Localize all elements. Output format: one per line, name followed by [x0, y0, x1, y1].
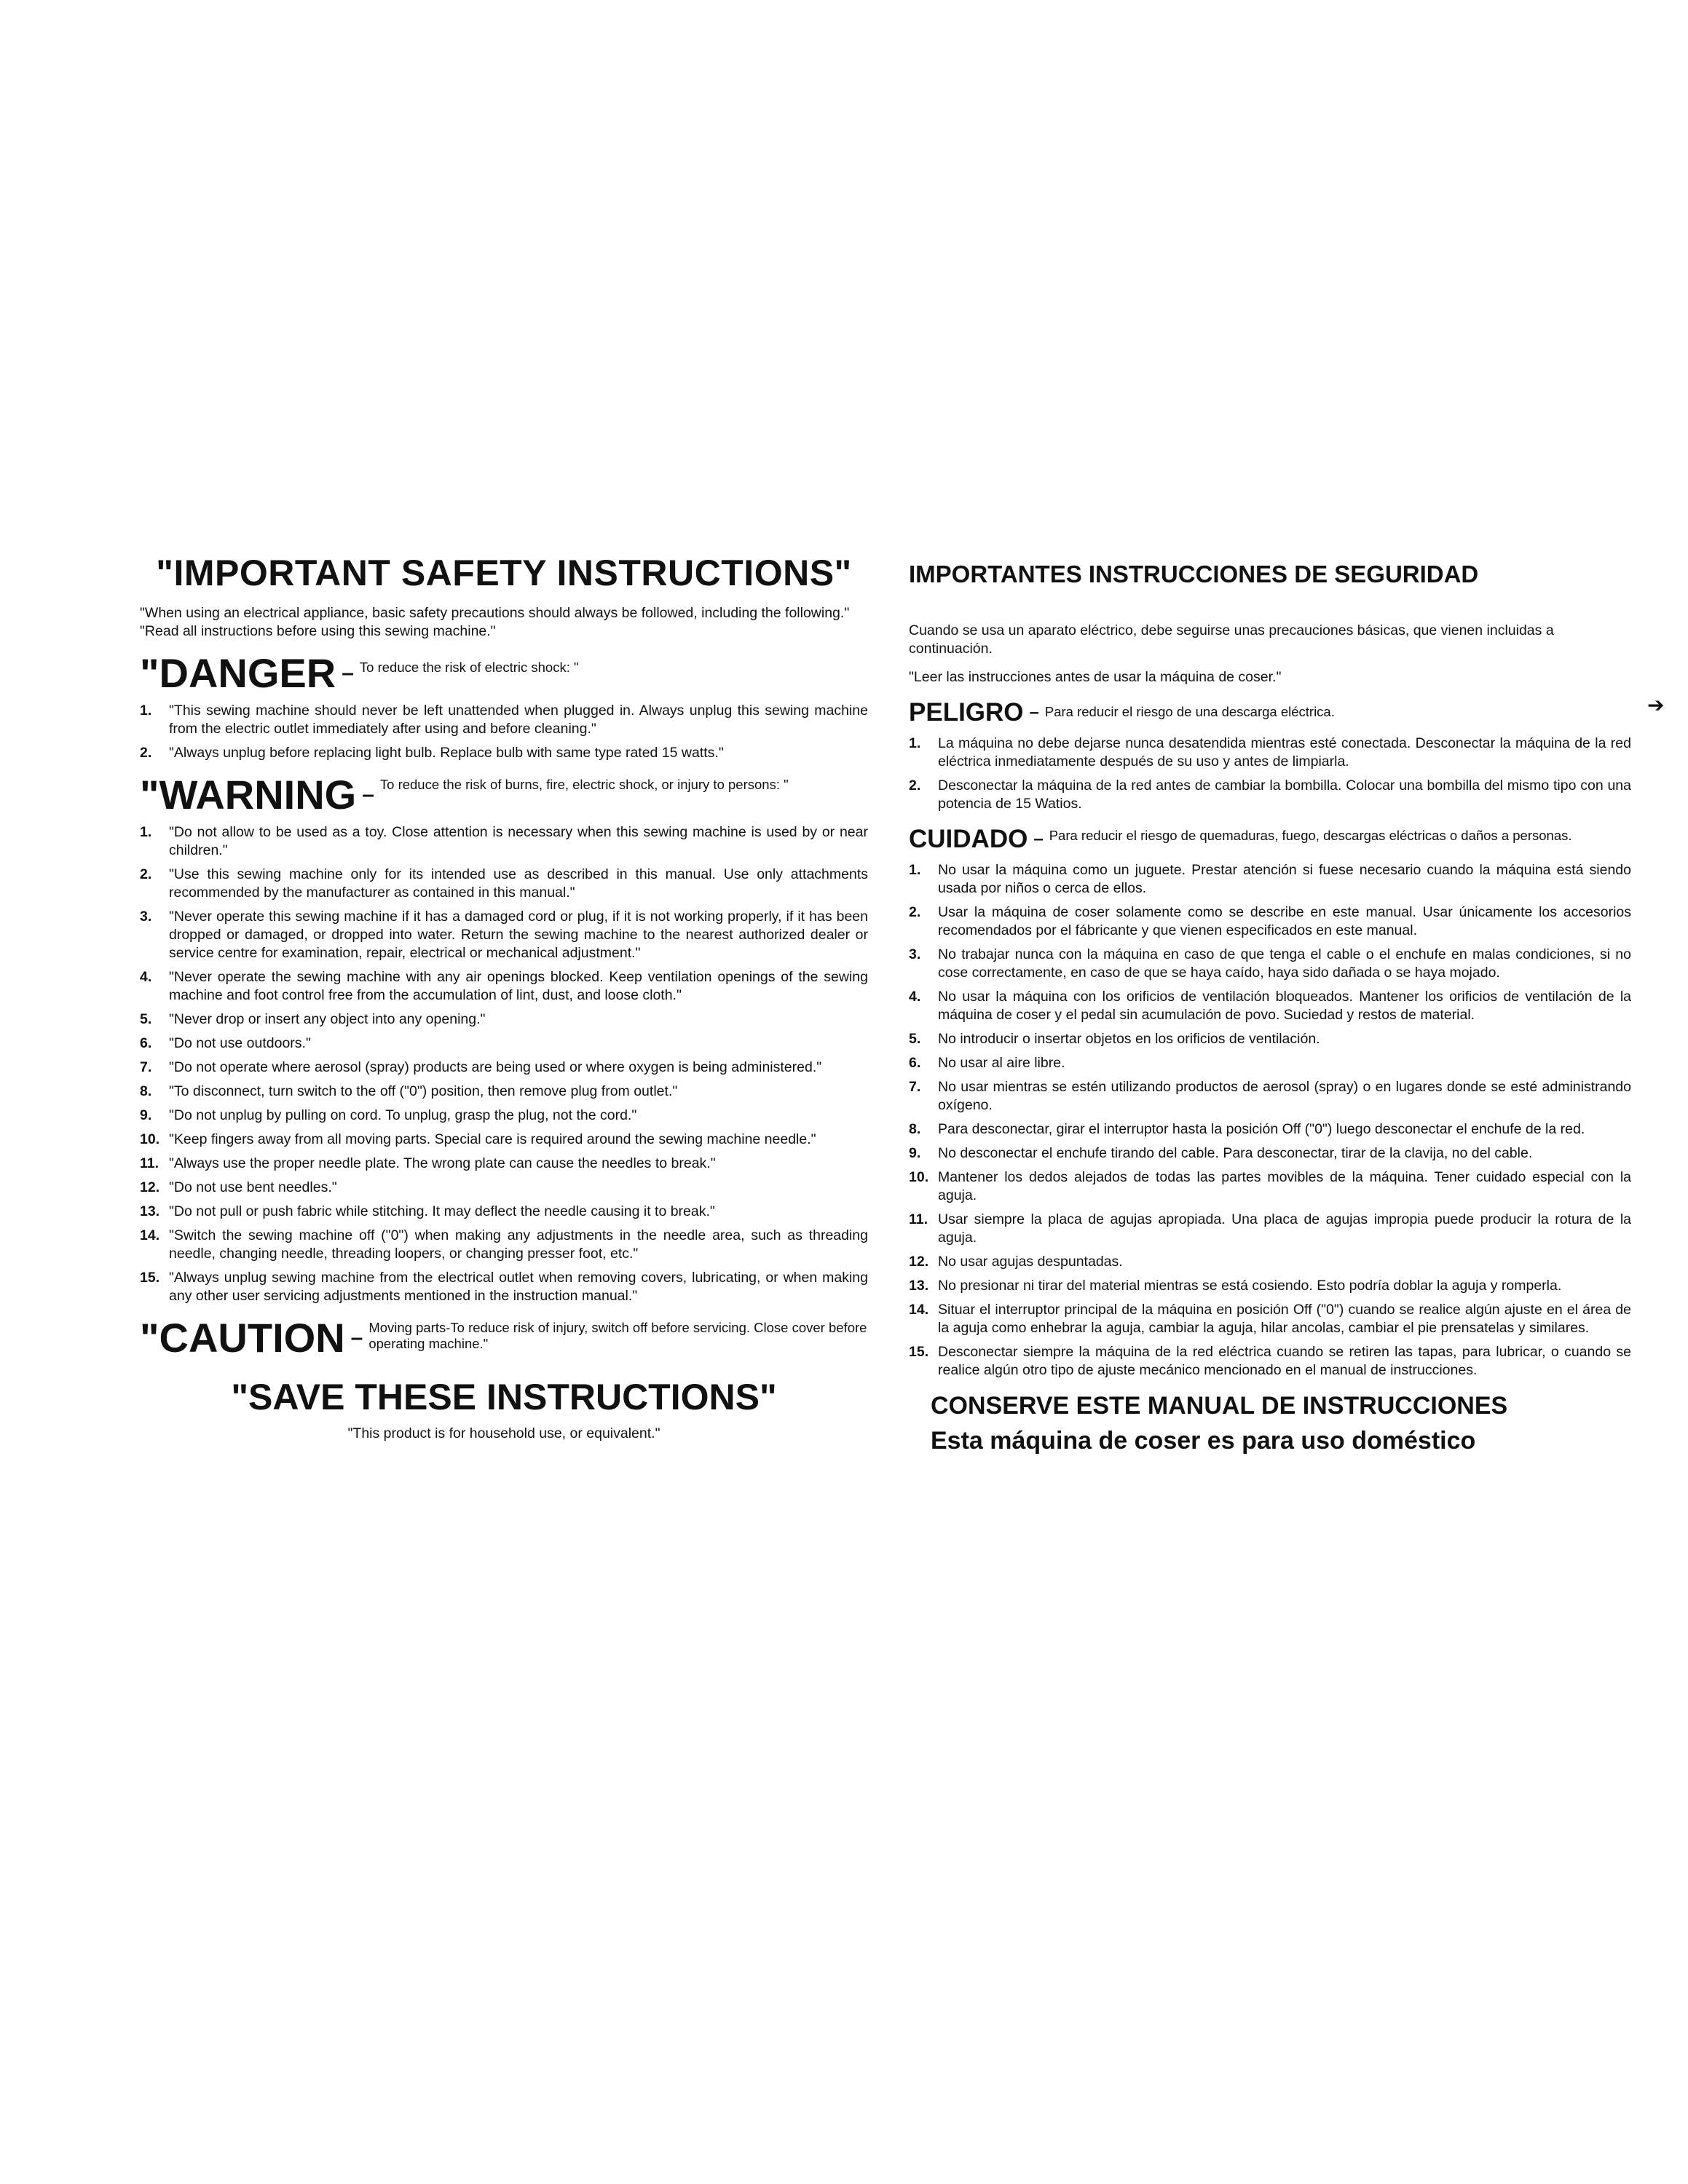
item-number: 7.	[140, 1059, 152, 1075]
peligro-label: PELIGRO	[909, 698, 1024, 727]
item-text: "Do not use outdoors."	[169, 1035, 311, 1051]
item-text: Usar la máquina de coser solamente como se describe en este manual. Usar únicamente los accesorios recomendados por el fábricante y que vienen especificados en este manual.	[938, 904, 1631, 938]
item-number: 1.	[909, 735, 921, 751]
peligro-list	[909, 735, 1631, 813]
save-instructions-title: "SAVE THESE INSTRUCTIONS"	[231, 1377, 777, 1417]
conserve-manual-title: CONSERVE ESTE MANUAL DE INSTRUCCIONES	[931, 1392, 1508, 1420]
list-item	[909, 1343, 1631, 1380]
item-number: 3.	[909, 946, 921, 962]
list-item	[140, 1227, 868, 1263]
list-item	[140, 1083, 868, 1101]
danger-note: To reduce the risk of electric shock: "	[359, 660, 579, 675]
item-number: 2.	[909, 778, 921, 794]
list-item	[909, 1168, 1631, 1205]
peligro-note: Para reducir el riesgo de una descarga eléctrica.	[1044, 704, 1335, 719]
item-number: 14.	[140, 1227, 160, 1243]
item-text: "Use this sewing machine only for its intended use as described in this manual. Use only attachments recommended by the manufacturer as contained in this manual."	[169, 866, 868, 901]
list-item	[909, 1211, 1631, 1247]
list-item	[140, 1203, 868, 1221]
list-item	[140, 1269, 868, 1305]
list-item	[909, 1120, 1631, 1139]
item-number: 14.	[909, 1302, 929, 1318]
item-text: "Do not operate where aerosol (spray) products are being used or where oxygen is being administered."	[169, 1059, 822, 1075]
cuidado-label: CUIDADO	[909, 825, 1028, 853]
item-number: 11.	[140, 1155, 159, 1171]
warning-note: To reduce the risk of burns, fire, electric shock, or injury to persons: "	[379, 777, 789, 792]
item-text: "Always unplug before replacing light bulb. Replace bulb with same type rated 15 watts."	[169, 745, 724, 761]
item-number: 8.	[140, 1083, 152, 1099]
domestic-use-title: Esta máquina de coser es para uso doméstico	[931, 1427, 1476, 1455]
list-item	[140, 823, 868, 860]
item-number: 5.	[140, 1011, 152, 1027]
item-text: Situar el interruptor principal de la máquina en posición Off ("0") cuando se realice algún ajuste en el área de la aguja como enhebrar la aguja, cambiar la aguja, hilar ancolas, cambiar el pie prensatelas y similares.	[938, 1302, 1631, 1336]
item-text: No usar al aire libre.	[938, 1055, 1065, 1071]
item-text: "Always unplug sewing machine from the electrical outlet when removing covers, lubricating, or when making any other user servicing adjustments mentioned in the instruction manual."	[169, 1270, 868, 1304]
caution-heading	[140, 1317, 868, 1359]
list-item	[909, 777, 1631, 813]
item-text: No usar agujas despuntadas.	[938, 1254, 1123, 1270]
cuidado-dash: –	[1033, 829, 1044, 849]
item-text: "Never operate the sewing machine with any air openings blocked. Keep ventilation openings of the sewing machine and foot control free from the accumulation of lint, dust, and loose cloth."	[169, 969, 868, 1003]
item-text: Desconectar siempre la máquina de la red eléctrica cuando se retiren las tapas, para lubricar, o cuando se realice algún otro tipo de ajuste mecánico mencionado en el manual de instrucciones.	[938, 1344, 1631, 1378]
list-item	[140, 744, 868, 762]
item-text: No usar la máquina como un juguete. Prestar atención si fuese necesario cuando la máquina está siendo usada por niños o cerca de ellos.	[938, 862, 1631, 896]
list-item	[140, 866, 868, 902]
item-number: 6.	[140, 1035, 152, 1051]
item-text: Para desconectar, girar el interruptor hasta la posición Off ("0") luego desconectar el enchufe de la red.	[938, 1121, 1585, 1137]
list-item	[909, 861, 1631, 898]
item-number: 9.	[140, 1107, 152, 1123]
item-text: No usar mientras se estén utilizando productos de aerosol (spray) o en lugares donde se esté administrando oxígeno.	[938, 1079, 1631, 1113]
list-item	[909, 1301, 1631, 1337]
item-number: 1.	[140, 824, 152, 840]
item-text: La máquina no debe dejarse nunca desatendida mientras esté conectada. Desconectar la máquina de la red eléctrica inmediatamente después de su uso y antes de limpiarla.	[938, 735, 1631, 769]
list-item	[909, 988, 1631, 1024]
list-item	[909, 1144, 1631, 1163]
item-text: "To disconnect, turn switch to the off ("0") position, then remove plug from outlet."	[169, 1083, 678, 1099]
english-intro-1: "When using an electrical appliance, basic safety precautions should always be followed, including the following."	[140, 605, 850, 621]
danger-dash: –	[342, 661, 354, 685]
item-number: 2.	[909, 904, 921, 920]
item-text: "This sewing machine should never be left unattended when plugged in. Always unplug this sewing machine from the electric outlet immediately after using and before cleaning."	[169, 703, 868, 737]
list-item	[909, 903, 1631, 940]
item-number: 10.	[140, 1131, 160, 1147]
list-item	[909, 1078, 1631, 1115]
list-item	[140, 1155, 868, 1173]
item-text: Usar siempre la placa de agujas apropiada. Una placa de agujas impropia puede producir la rotura de la aguja.	[938, 1211, 1631, 1246]
list-item	[140, 1010, 868, 1029]
item-number: 1.	[909, 862, 921, 878]
page-arrow-icon: ➔	[1647, 694, 1665, 716]
item-number: 10.	[909, 1169, 929, 1185]
list-item	[140, 1059, 868, 1077]
spanish-title: IMPORTANTES INSTRUCCIONES DE SEGURIDAD	[909, 561, 1479, 587]
item-text: No presionar ni tirar del material mientras se está cosiendo. Esto podría doblar la aguja y romperla.	[938, 1278, 1562, 1294]
caution-label: "CAUTION	[140, 1315, 345, 1361]
item-number: 8.	[909, 1121, 921, 1137]
peligro-dash: –	[1029, 703, 1039, 722]
item-text: "Do not allow to be used as a toy. Close attention is necessary when this sewing machine is used by or near children."	[169, 824, 868, 858]
item-number: 3.	[140, 909, 152, 925]
warning-list	[140, 823, 868, 1305]
cuidado-list	[909, 861, 1631, 1380]
item-text: No usar la máquina con los orificios de ventilación bloqueados. Mantener los orificios de ventilación de la máquina de coser y el pedal sin acumulación de povo. Suciedad y restos de material.	[938, 989, 1631, 1023]
item-text: "Never drop or insert any object into any opening."	[169, 1011, 486, 1027]
list-item	[140, 908, 868, 962]
list-item	[909, 1277, 1631, 1295]
list-item	[140, 1179, 868, 1197]
warning-label: "WARNING	[140, 772, 357, 818]
list-item	[140, 968, 868, 1005]
item-number: 13.	[140, 1203, 160, 1219]
item-number: 11.	[909, 1211, 928, 1227]
item-text: "Switch the sewing machine off ("0") when making any adjustments in the needle area, such as threading needle, changing needle, threading loopers, or changing presser foot, etc."	[169, 1227, 868, 1262]
cuidado-heading	[909, 825, 1631, 854]
item-number: 7.	[909, 1079, 921, 1095]
item-text: No trabajar nunca con la máquina en caso de que tenga el cable o el enchufe en malas condiciones, si no cose correctamente, en caso de que se haya caído, haya sido dañada o se haya mojado.	[938, 946, 1631, 981]
caution-note: Moving parts-To reduce risk of injury, switch off before servicing. Close cover before operating machine."	[368, 1320, 867, 1351]
item-number: 2.	[140, 866, 152, 882]
english-intro-2: "Read all instructions before using this sewing machine."	[140, 623, 496, 639]
danger-heading	[140, 652, 868, 695]
item-number: 13.	[909, 1278, 929, 1294]
list-item	[909, 1253, 1631, 1271]
item-text: "Keep fingers away from all moving parts. Special care is required around the sewing machine needle."	[169, 1131, 816, 1147]
list-item	[140, 1107, 868, 1125]
item-number: 1.	[140, 703, 152, 719]
peligro-heading	[909, 698, 1631, 727]
list-item	[140, 1034, 868, 1053]
cuidado-note: Para reducir el riesgo de quemaduras, fuego, descargas eléctricas o daños a personas.	[1049, 828, 1572, 843]
item-text: Desconectar la máquina de la red antes de cambiar la bombilla. Colocar una bombilla del mismo tipo con una potencia de 15 Watios.	[938, 778, 1631, 812]
item-text: No desconectar el enchufe tirando del cable. Para desconectar, tirar de la clavija, no del cable.	[938, 1145, 1533, 1161]
item-text: "Do not use bent needles."	[169, 1179, 337, 1195]
item-text: "Do not pull or push fabric while stitching. It may deflect the needle causing it to break."	[169, 1203, 715, 1219]
item-text: "Always use the proper needle plate. The wrong plate can cause the needles to break."	[169, 1155, 716, 1171]
danger-list	[140, 702, 868, 762]
spanish-intro-2: "Leer las instrucciones antes de usar la máquina de coser."	[909, 669, 1282, 685]
item-text: No introducir o insertar objetos en los orificios de ventilación.	[938, 1031, 1320, 1047]
warning-dash: –	[362, 783, 374, 807]
list-item	[140, 1131, 868, 1149]
list-item	[909, 1030, 1631, 1048]
item-number: 5.	[909, 1031, 921, 1047]
warning-heading	[140, 774, 868, 816]
caution-dash: –	[350, 1326, 363, 1350]
household-note: "This product is for household use, or equivalent."	[347, 1425, 660, 1441]
english-title: "IMPORTANT SAFETY INSTRUCTIONS"	[156, 553, 852, 593]
english-column	[140, 550, 868, 1443]
item-number: 15.	[140, 1270, 160, 1286]
item-number: 2.	[140, 745, 152, 761]
item-text: Mantener los dedos alejados de todas las partes movibles de la máquina. Tener cuidado especial con la aguja.	[938, 1169, 1631, 1203]
spanish-column	[909, 550, 1631, 1457]
list-item	[909, 1054, 1631, 1072]
item-number: 4.	[140, 969, 152, 985]
item-text: "Do not unplug by pulling on cord. To unplug, grasp the plug, not the cord."	[169, 1107, 637, 1123]
item-number: 12.	[909, 1254, 929, 1270]
list-item	[909, 735, 1631, 771]
list-item	[909, 946, 1631, 982]
list-item	[140, 702, 868, 738]
item-number: 9.	[909, 1145, 921, 1161]
danger-label: "DANGER	[140, 650, 336, 696]
item-number: 6.	[909, 1055, 921, 1071]
item-text: "Never operate this sewing machine if it has a damaged cord or plug, if it is not working properly, if it has been dropped or damaged, or dropped into water. Return the sewing machine to the nearest authorized dealer or service centre for examination, repair, electrical or mechanical adjustment."	[169, 909, 868, 961]
spanish-intro-1: Cuando se usa un aparato eléctrico, debe seguirse unas precauciones básicas, que vienen incluidas a continuación.	[909, 622, 1554, 657]
item-number: 4.	[909, 989, 921, 1005]
item-number: 15.	[909, 1344, 929, 1360]
item-number: 12.	[140, 1179, 160, 1195]
